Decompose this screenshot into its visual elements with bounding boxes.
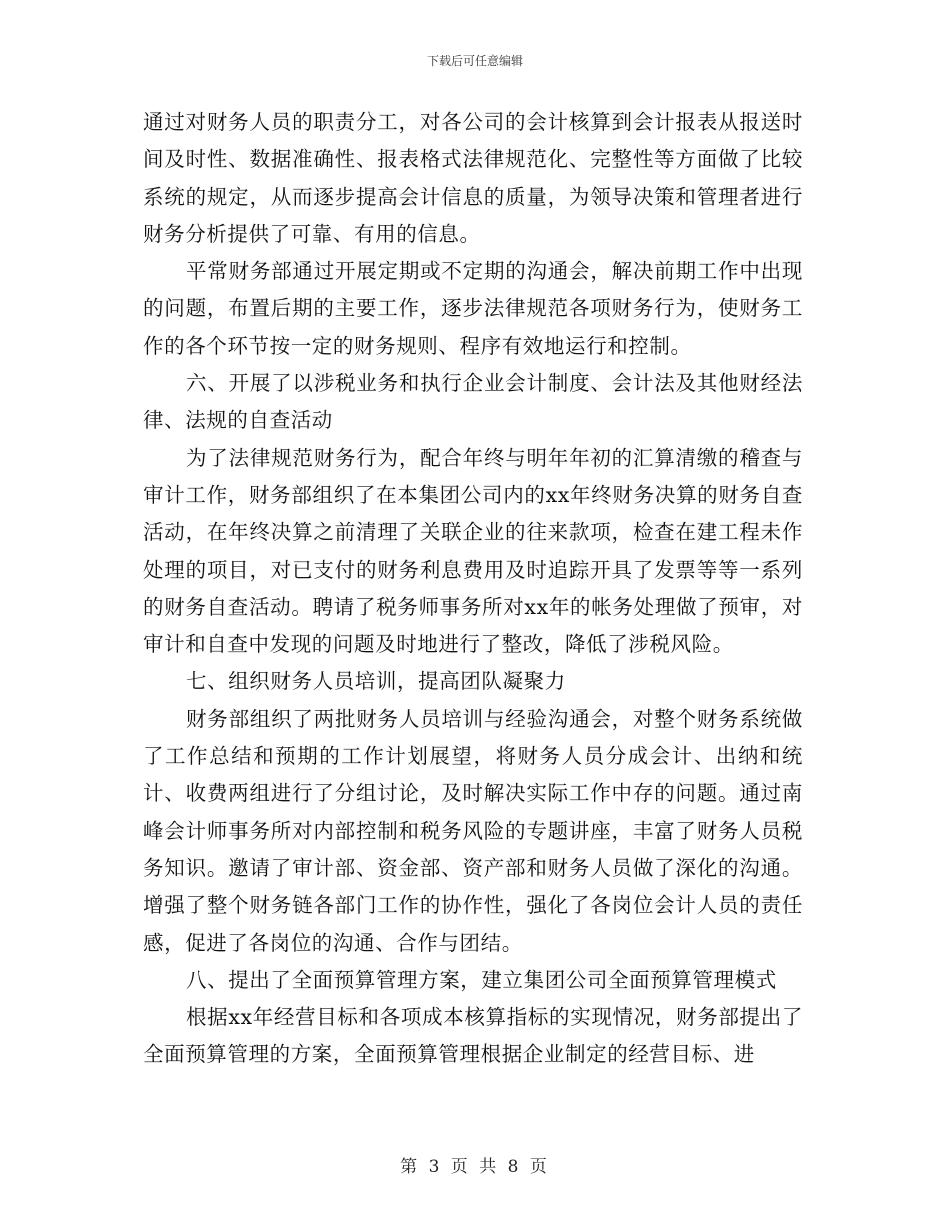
paragraph-self-inspection: 为了法律规范财务行为，配合年终与明年年初的汇算清缴的稽查与审计工作，财务部组织了在本集团公司内的xx年终财务决算的财务自查活动，在年终决算之前清理了关联企业的往来款项，检查在建工程未作处理的项目，对已支付的财务利息费用及时追踪开具了发票等等一系列的财务自查活动。聘请了税务师事务所对xx年的帐务处理做了预审，对审计和自查中发现的问题及时地进行了整改，降低了涉税风险。 (143, 445, 803, 657)
paragraph-communication-meetings: 平常财务部通过开展定期或不定期的沟通会，解决前期工作中出现的问题，布置后期的主要工作，逐步法律规范各项财务行为，使财务工作的各个环节按一定的财务规则、程序有效地运行和控制。 (143, 259, 803, 358)
section-heading-7: 七、组织财务人员培训，提高团队凝聚力 (186, 669, 566, 694)
page-number: 第 3 页 共 8 页 (400, 1157, 550, 1177)
paragraph-budget-plan: 根据xx年经营目标和各项成本核算指标的实现情况，财务部提出了全面预算管理的方案，全面预算管理根据企业制定的经营目标、进 (143, 1005, 803, 1067)
section-heading-6: 六、开展了以涉税业务和执行企业会计制度、会计法及其他财经法律、法规的自查活动 (143, 371, 803, 433)
paragraph-staff-training: 财务部组织了两批财务人员培训与经验沟通会，对整个财务系统做了工作总结和预期的工作计划展望，将财务人员分成会计、出纳和统计、收费两组进行了分组讨论，及时解决实际工作中存的问题。通过南峰会计师事务所对内部控制和税务风险的专题讲座，丰富了财务人员税务知识。邀请了审计部、资金部、资产部和财务人员做了深化的沟通。增强了整个财务链各部门工作的协作性，强化了各岗位会计人员的责任感，促进了各岗位的沟通、合作与团结。 (143, 706, 803, 955)
section-heading-8: 八、提出了全面预算管理方案，建立集团公司全面预算管理模式 (186, 967, 777, 992)
document-body (143, 104, 803, 1074)
page-header-note: 下载后可任意编辑 (426, 54, 523, 68)
paragraph-continuation: 通过对财务人员的职责分工，对各公司的会计核算到会计报表从报送时间及时性、数据准确性、报表格式法律规范化、完整性等方面做了比较系统的规定，从而逐步提高会计信息的质量，为领导决策和管理者进行财务分析提供了可靠、有用的信息。 (143, 110, 803, 246)
